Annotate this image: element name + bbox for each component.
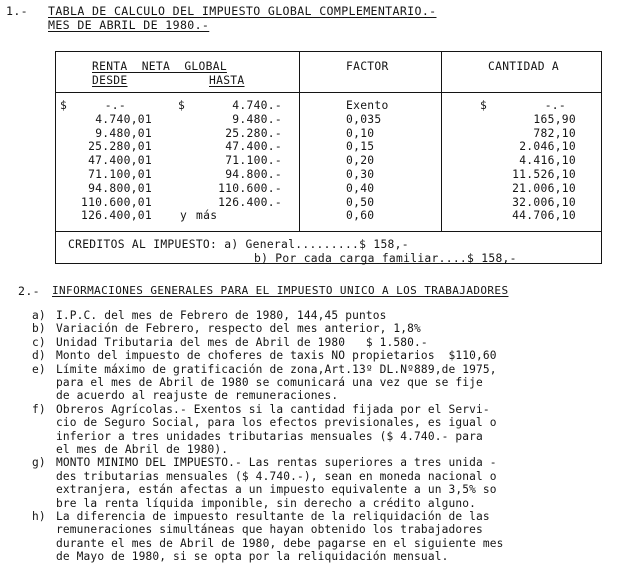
cell-desde: 47.400,01 (88, 154, 152, 168)
tax-table (55, 51, 602, 264)
cell-desde: 71.100,01 (88, 168, 152, 181)
info-item-line: La diferencia de impuesto resultante de la reliquidación de las (56, 510, 490, 523)
header-desde: DESDE (92, 74, 128, 87)
info-item-letter: g) (32, 456, 46, 470)
info-item-line: durante el mes de Abril de 1980, debe pagarse en el siguiente mes (56, 536, 504, 550)
info-item-line: de acuerdo al reajuste de remuneraciones. (56, 389, 339, 403)
cell-rebajar: -.- (544, 99, 566, 112)
info-item-line: bre la renta líquida imponible, sin derecho a crédito alguno. (56, 496, 477, 510)
info-item-line: remuneraciones simultáneas que hayan obtenido los trabajadores (56, 523, 483, 537)
header-hasta: HASTA (209, 74, 245, 87)
section-1-title: TABLA DE CALCULO DEL IMPUESTO GLOBAL COMPLEMENTARIO.- (48, 4, 437, 18)
info-item-line: Límite máximo de gratificación de zona,Art.13º DL.Nº889,de 1975, (56, 362, 497, 376)
cell-hasta: 94.800.- (225, 168, 282, 181)
info-item-letter: e) (32, 362, 46, 376)
info-item-line: MONTO MINIMO DEL IMPUESTO.- Las rentas superiores a tres unida - (56, 456, 497, 470)
cell-desde: 25.280,01 (88, 140, 152, 154)
info-item-line: de Mayo de 1980, si se opta por la reliquidación mensual. (56, 550, 449, 564)
info-item-line: des tributarias mensuales ($ 4.740.-), sean en moneda nacional o (56, 469, 497, 483)
table-footer-rule (56, 231, 601, 232)
currency-hasta: $ (178, 99, 186, 112)
info-item-letter: d) (32, 349, 46, 363)
cell-rebajar: 4.416,10 (519, 154, 576, 168)
cell-rebajar: 44.706,10 (512, 209, 576, 223)
info-item-line: para el mes de Abril de 1980 se comunicará una vez que se fije (56, 376, 483, 389)
table-divider (441, 52, 442, 232)
cell-desde: -.- (104, 99, 126, 112)
info-item-line: I.P.C. del mes de Febrero de 1980, 144,45 puntos (56, 309, 387, 322)
cell-factor: 0,15 (346, 140, 375, 154)
section-1-subtitle: MES DE ABRIL DE 1980.- (48, 18, 210, 32)
info-item-line: Monto del impuesto de choferes de taxis NO propietarios $110,60 (56, 349, 497, 363)
cell-desde: 110.600,01 (80, 195, 152, 209)
cell-hasta: 4.740.- (232, 99, 282, 112)
cell-factor: 0,035 (346, 112, 382, 126)
info-item-letter: a) (32, 309, 46, 322)
info-item-letter: b) (32, 322, 46, 336)
info-item-line: extranjera, están afectas a un impuesto equivalente a un 3,5% so (56, 483, 497, 497)
currency-hasta: y (180, 209, 188, 223)
cell-desde: 94.800,01 (88, 181, 152, 195)
cell-hasta: 71.100.- (225, 154, 282, 168)
cell-rebajar: 21.006,10 (512, 181, 576, 195)
cell-factor: 0,30 (346, 168, 375, 181)
section-2-number: 2.- (18, 284, 40, 298)
cell-factor: Exento (346, 99, 389, 112)
creditos-general: CREDITOS AL IMPUESTO: a) General.........$ 158,- (68, 238, 409, 251)
cell-rebajar: 782,10 (533, 126, 576, 140)
cell-rebajar: 165,90 (533, 112, 576, 126)
table-header-rule (56, 92, 601, 93)
info-item-letter: c) (32, 335, 46, 349)
info-item-line: inferior a tres unidades tributarias mensuales ($ 4.740.- para (56, 429, 483, 443)
section-1-number: 1.- (6, 4, 28, 18)
cell-factor: 0,50 (346, 195, 375, 209)
cell-rebajar: 2.046,10 (519, 140, 576, 154)
cell-rebajar: 11.526,10 (512, 168, 576, 181)
info-item-line: cio de Seguro Social, para los efectos previsionales, es igual o (56, 416, 497, 430)
cell-factor: 0,40 (346, 181, 375, 195)
table-divider (299, 52, 300, 232)
cell-desde: 9.480,01 (95, 126, 152, 140)
creditos-carga-familiar: b) Por cada carga familiar....$ 158,- (254, 252, 517, 265)
cell-desde: 126.400,01 (80, 209, 152, 223)
info-item-line: el mes de Abril de 1980). (56, 443, 229, 456)
cell-factor: 0,60 (346, 209, 375, 223)
info-item-letter: f) (32, 402, 46, 416)
cell-hasta: 47.400.- (225, 140, 282, 154)
cell-rebajar: 32.006,10 (512, 195, 576, 209)
header-cantidad-a: CANTIDAD A (488, 60, 560, 73)
info-item-line: Variación de Febrero, respecto del mes anterior, 1,8% (56, 322, 421, 336)
section-2-title: INFORMACIONES GENERALES PARA EL IMPUESTO UNICO A LOS TRABAJADORES (52, 284, 509, 297)
cell-hasta: 25.280.- (225, 126, 282, 140)
info-item-letter: h) (32, 510, 46, 523)
info-item-line: Obreros Agrícolas.- Exentos si la cantidad fijada por el Servi- (56, 402, 490, 416)
header-factor: FACTOR (346, 60, 389, 73)
currency-desde: $ (60, 99, 68, 112)
currency-rebajar: $ (480, 99, 488, 112)
cell-hasta: 110.600.- (218, 181, 282, 195)
info-item-line: Unidad Tributaria del mes de Abril de 1980 $ 1.580.- (56, 335, 428, 349)
cell-hasta: 9.480.- (232, 112, 282, 126)
header-renta-neta-global: RENTA NETA GLOBAL (92, 60, 227, 73)
cell-hasta: más (196, 209, 218, 223)
cell-desde: 4.740,01 (95, 112, 152, 126)
cell-factor: 0,10 (346, 126, 375, 140)
cell-factor: 0,20 (346, 154, 375, 168)
cell-hasta: 126.400.- (218, 195, 282, 209)
